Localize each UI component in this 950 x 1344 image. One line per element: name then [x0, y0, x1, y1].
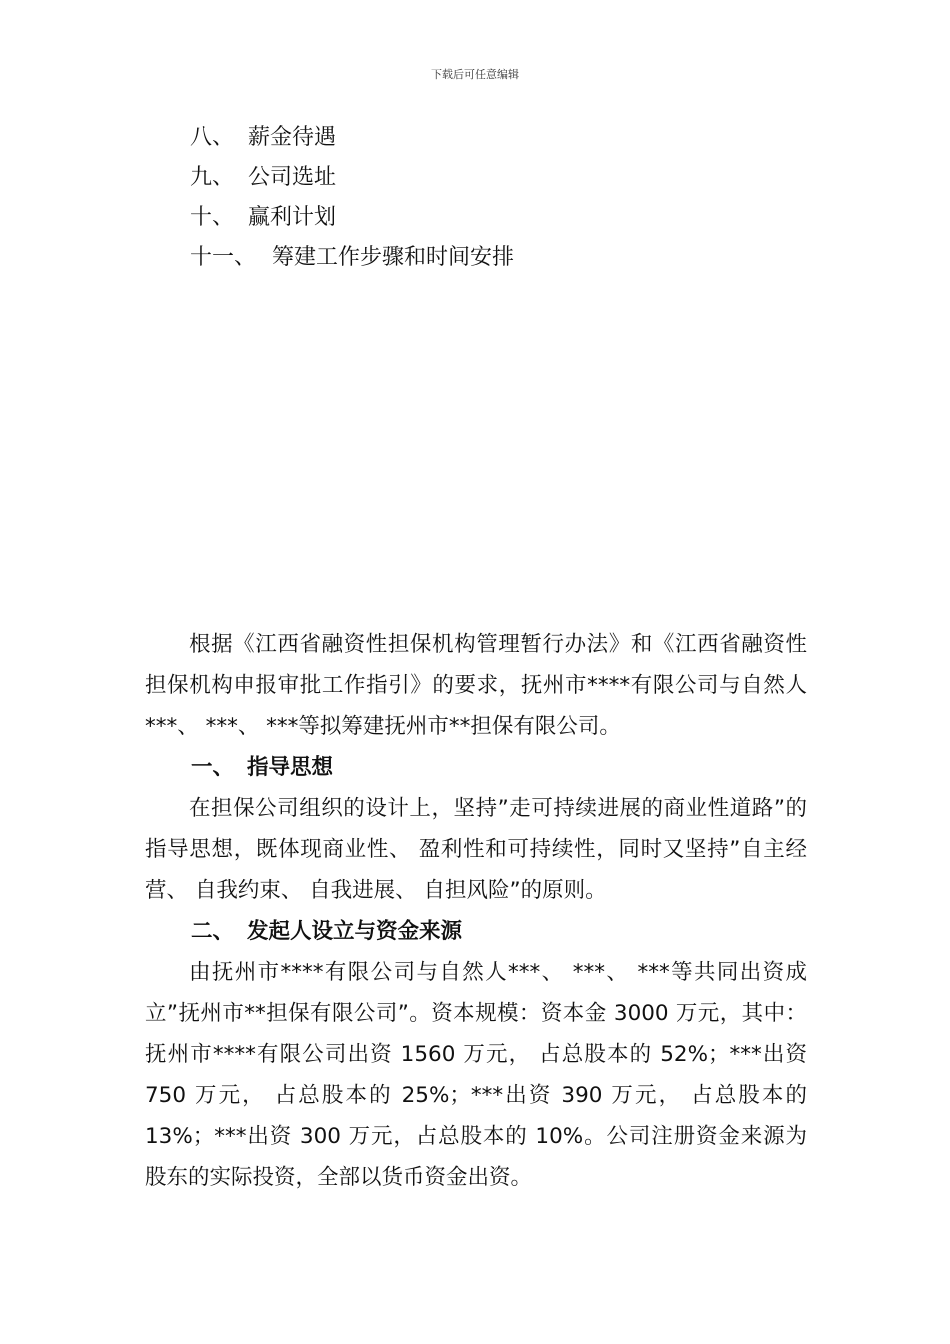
toc-item-number: 十、: [190, 205, 235, 230]
page-header-note: 下载后可任意编辑: [431, 68, 519, 81]
toc-item-10: [190, 198, 514, 238]
section-title: 指导思想: [247, 755, 334, 780]
toc-item-11: [190, 238, 514, 278]
toc-item-number: 八、: [190, 125, 235, 150]
intro-paragraph: 根据《江西省融资性担保机构管理暂行办法》和《江西省融资性担保机构申报审批工作指引》的要求，抚州市****有限公司与自然人***、 ***、 ***等拟筹建抚州市**担保有限公司。: [145, 632, 807, 739]
toc-item-8: [190, 118, 514, 158]
section-number: 二、: [191, 919, 235, 944]
guiding-principle-paragraph: 在担保公司组织的设计上，坚持”走可持续进展的商业性道路”的指导思想，既体现商业性、 盈利性和可持续性，同时又坚持”自主经营、 自我约束、 自我进展、 自担风险”的原则。: [145, 796, 807, 903]
section-heading-guiding-principle: [145, 747, 807, 788]
toc-item-title: 薪金待遇: [248, 125, 337, 150]
document-body: [145, 624, 807, 1198]
table-of-contents: [190, 118, 514, 278]
founders-funding-paragraph: 由抚州市****有限公司与自然人***、 ***、 ***等共同出资成立”抚州市**担保有限公司”。资本规模：资本金 3000 万元，其中：抚州市****有限公司出资 1560 万元， 占总股本的 52%；***出资 750 万元， 占总股本的 25%；***出资 390 万元， 占总股本的 13%；***出资 300 万元，占总股本的 10%。公司注册资金来源为股东的实际投资，全部以货币资金出资。: [145, 960, 807, 1190]
section-title: 发起人设立与资金来源: [247, 919, 463, 944]
toc-item-number: 九、: [190, 165, 235, 190]
toc-item-number: 十一、: [190, 245, 257, 270]
toc-item-9: [190, 158, 514, 198]
toc-item-title: 公司选址: [248, 165, 337, 190]
toc-item-title: 筹建工作步骤和时间安排: [272, 245, 515, 270]
section-heading-founders-funding: [145, 911, 807, 952]
section-number: 一、: [191, 755, 235, 780]
toc-item-title: 赢利计划: [248, 205, 337, 230]
